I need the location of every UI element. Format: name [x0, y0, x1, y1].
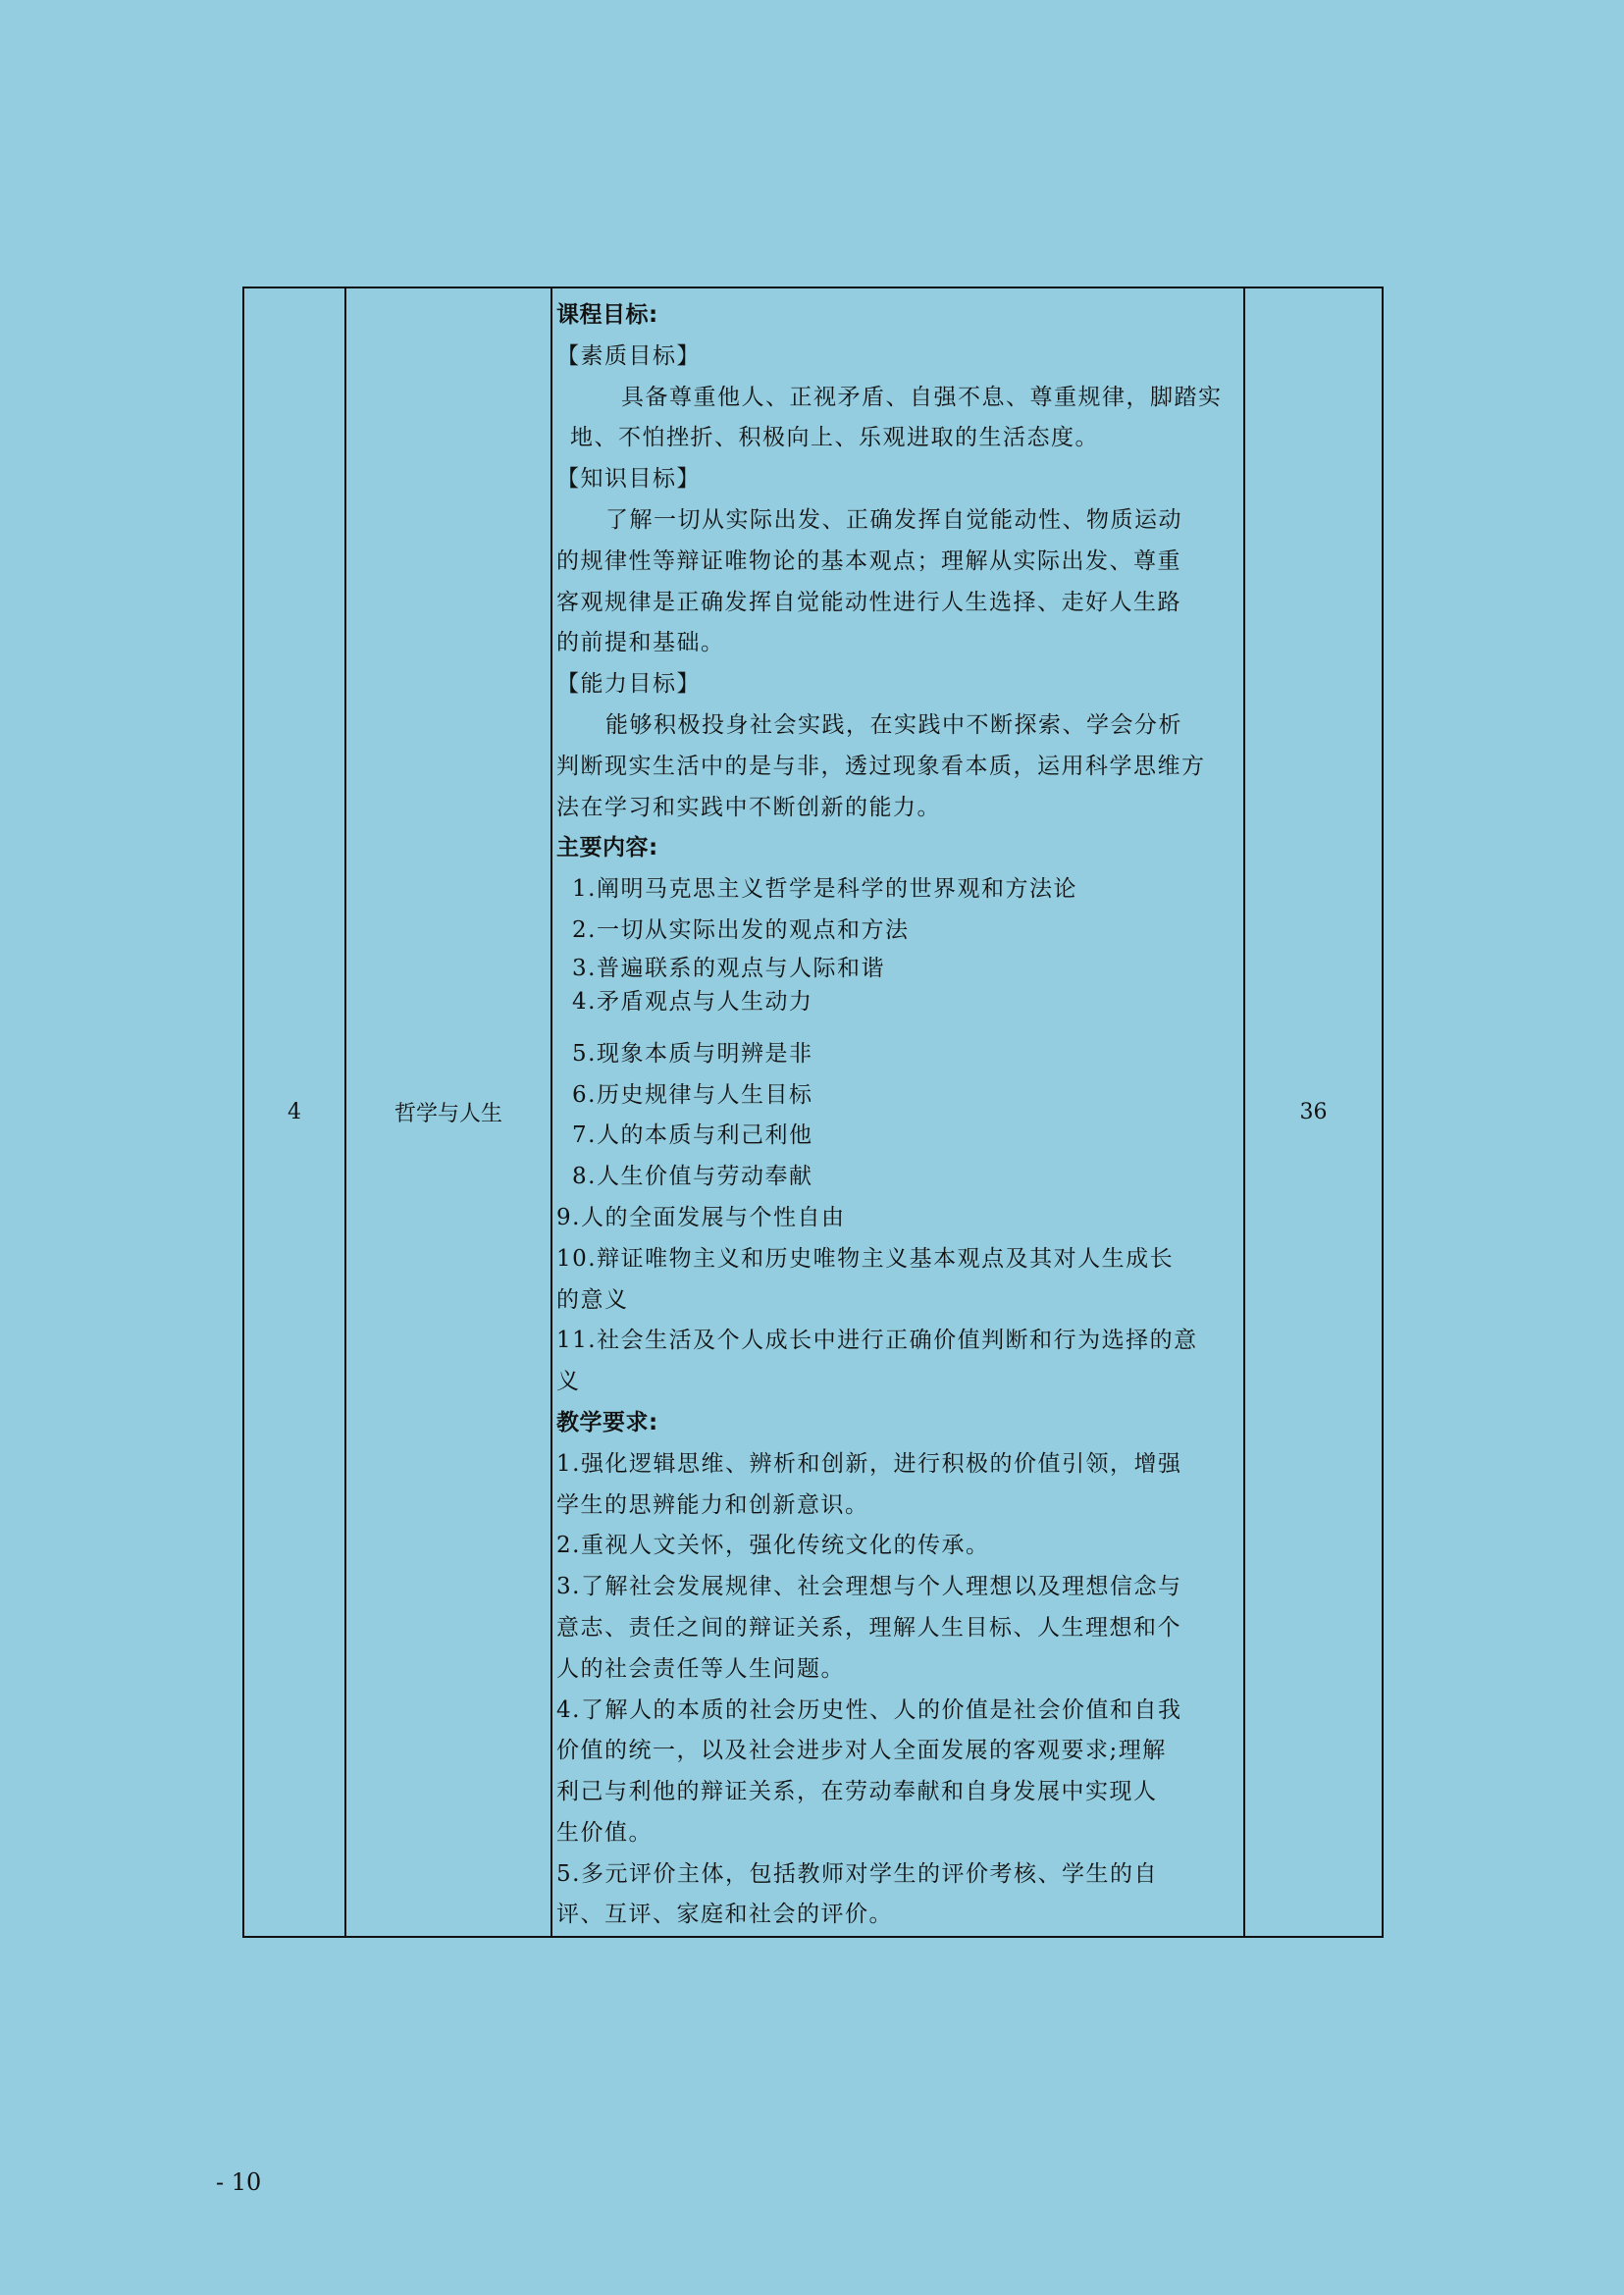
knowledge-line: 了解一切从实际出发、正确发挥自觉能动性、物质运动: [605, 506, 1182, 533]
ability-line: 能够积极投身社会实践，在实践中不断探索、学会分析: [605, 711, 1182, 738]
requirement-line: 2.重视人文关怀，强化传统文化的传承。: [556, 1533, 990, 1559]
content-item: 7.人的本质与利己利他: [572, 1122, 813, 1149]
content-item: 3.普遍联系的观点与人际和谐: [572, 955, 885, 981]
requirement-line: 意志、责任之间的辩证关系，理解人生目标、人生理想和个: [556, 1614, 1181, 1641]
row-index: 4: [288, 1100, 301, 1125]
requirement-line: 生价值。: [556, 1819, 653, 1846]
content-item: 义: [556, 1369, 581, 1395]
knowledge-line: 的规律性等辩证唯物论的基本观点；理解从实际出发、尊重: [556, 548, 1181, 574]
knowledge-line: 客观规律是正确发挥自觉能动性进行人生选择、走好人生路: [556, 589, 1181, 615]
content-heading: 主要内容:: [556, 835, 658, 861]
course-name: 哲学与人生: [393, 1102, 502, 1127]
requirement-line: 人的社会责任等人生问题。: [556, 1655, 845, 1682]
content-item: 5.现象本质与明辨是非: [572, 1040, 813, 1067]
ability-label: 【能力目标】: [556, 671, 701, 698]
ability-line: 法在学习和实践中不断创新的能力。: [556, 794, 941, 820]
quality-line: 具备尊重他人、正视矛盾、自强不息、尊重规律，脚踏实: [621, 384, 1223, 410]
course-name-cell: [345, 287, 551, 1937]
content-item: 11.社会生活及个人成长中进行正确价值判断和行为选择的意: [556, 1328, 1198, 1354]
requirement-line: 利己与利他的辩证关系，在劳动奉献和自身发展中实现人: [556, 1779, 1158, 1805]
requirement-line: 学生的思辨能力和创新意识。: [556, 1491, 869, 1518]
course-hours: 36: [1299, 1100, 1328, 1125]
knowledge-label: 【知识目标】: [556, 466, 701, 493]
content-item: 6.历史规律与人生目标: [572, 1081, 813, 1108]
requirement-line: 4.了解人的本质的社会历史性、人的价值是社会价值和自我: [556, 1696, 1182, 1723]
requirement-line: 1.强化逻辑思维、辨析和创新，进行积极的价值引领，增强: [556, 1450, 1182, 1477]
requirement-line: 评、互评、家庭和社会的评价。: [556, 1902, 893, 1928]
content-item: 1.阐明马克思主义哲学是科学的世界观和方法论: [572, 876, 1077, 903]
content-item: 2.一切从实际出发的观点和方法: [572, 916, 910, 943]
content-item: 10.辩证唯物主义和历史唯物主义基本观点及其对人生成长: [556, 1245, 1175, 1272]
quality-line: 地、不怕挫折、积极向上、乐观进取的生活态度。: [570, 425, 1099, 451]
knowledge-line: 的前提和基础。: [556, 630, 725, 656]
requirement-line: 5.多元评价主体，包括教师对学生的评价考核、学生的自: [556, 1860, 1158, 1887]
ability-line: 判断现实生活中的是与非，透过现象看本质，运用科学思维方: [556, 753, 1206, 779]
content-item: 9.人的全面发展与个性自由: [556, 1204, 846, 1230]
objectives-heading: 课程目标:: [556, 302, 658, 328]
content-item: 的意义: [556, 1286, 629, 1313]
content-item: 8.人生价值与劳动奉献: [572, 1164, 813, 1190]
requirements-heading: 教学要求:: [556, 1409, 658, 1435]
page-number: - 10: [216, 2168, 262, 2196]
table-row: [243, 287, 1383, 1937]
course-detail: [552, 288, 1243, 1936]
content-item: 4.矛盾观点与人生动力: [572, 988, 813, 1015]
course-table: [242, 287, 1384, 1938]
requirement-line: 3.了解社会发展规律、社会理想与个人理想以及理想信念与: [556, 1574, 1182, 1600]
requirement-line: 价值的统一，以及社会进步对人全面发展的客观要求;理解: [556, 1738, 1167, 1764]
hours-cell: [1244, 287, 1383, 1937]
course-detail-cell: [551, 287, 1244, 1937]
quality-label: 【素质目标】: [556, 342, 701, 369]
row-index-cell: [243, 287, 345, 1937]
